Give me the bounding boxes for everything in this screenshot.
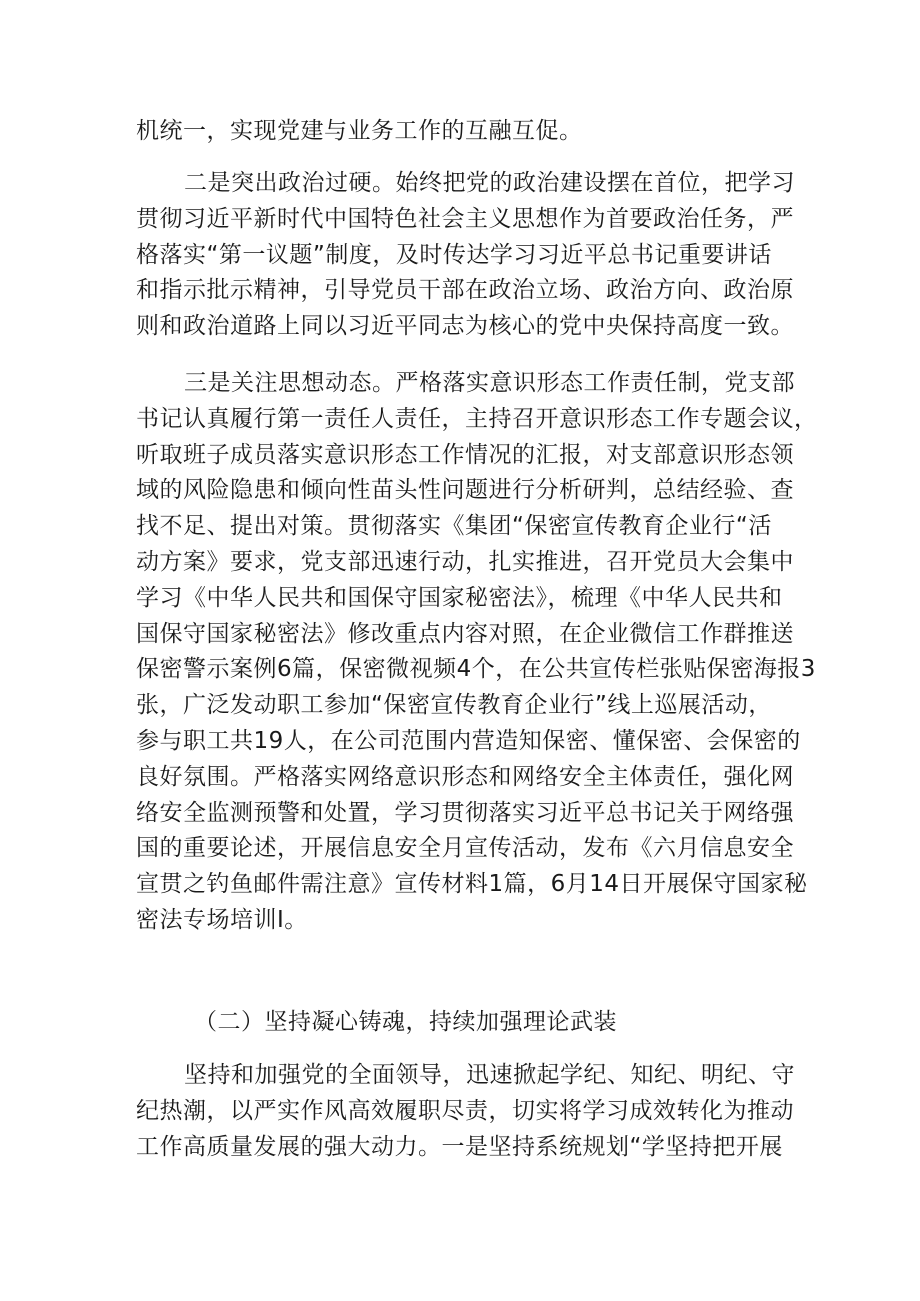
paragraph-ideological-dynamics	[136, 366, 818, 939]
text-line: 域的风险隐患和倾向性苗头性问题进行分析研判，总结经验、查	[136, 477, 794, 504]
text-line: 良好氛围。严格落实网络意识形态和网络安全主体责任，强化网	[136, 763, 794, 790]
text-line: 保密警示案例6篇，保密微视频4个，在公共宣传栏张贴保密海报3	[136, 656, 816, 683]
section-heading	[136, 1005, 796, 1041]
text-line: 机统一，实现党建与业务工作的互融互促。	[136, 118, 583, 144]
text-line: 则和政治道路上同以习近平同志为核心的党中央保持高度一致。	[136, 313, 794, 340]
paragraph-party-leadership	[136, 1058, 796, 1165]
text-line: 格落实“第一议题”制度，及时传达学习习近平总书记重要讲话	[136, 241, 772, 268]
text-line: 书记认真履行第一责任人责任，主持召开意识形态工作专题会议，	[136, 405, 818, 432]
text-line: 纪热潮，以严实作风高效履职尽责，切实将学习成效转化为推动	[136, 1097, 794, 1124]
text-line: 参与职工共19人，在公司范围内营造知保密、懂保密、会保密的	[136, 727, 801, 754]
text-line: 张，广泛发动职工参加“保密宣传教育企业行”线上巡展活动，	[136, 692, 772, 719]
text-line: 坚持和加强党的全面领导，迅速掀起学纪、知纪、明纪、守	[184, 1062, 795, 1088]
text-line: 和指示批示精神，引导党员干部在政治立场、政治方向、政治原	[136, 277, 794, 304]
text-line: 国保守国家秘密法》修改重点内容对照，在企业微信工作群推送	[136, 620, 794, 647]
paragraph-continuation	[136, 114, 796, 150]
heading-text: （二）坚持凝心铸魂，持续加强理论武装	[194, 1009, 617, 1035]
text-line: 工作高质量发展的强大动力。一是坚持系统规划“学坚持把开展	[136, 1133, 783, 1160]
text-line: 学习《中华人民共和国保守国家秘密法》，梳理《中华人民共和	[136, 584, 783, 611]
text-line: 国的重要论述，开展信息安全月宣传活动，发布《六月信息安全	[136, 835, 794, 862]
text-line: 络安全监测预警和处置，学习贯彻落实习近平总书记关于网络强	[136, 799, 794, 826]
text-line: 动方案》要求，党支部迅速行动，扎实推进，召开党员大会集中	[136, 548, 794, 575]
text-line: 密法专场培训I。	[136, 906, 308, 933]
text-line: 找不足、提出对策。贯彻落实《集团“保密宣传教育企业行“活	[136, 513, 772, 540]
paragraph-political-standard	[136, 166, 796, 345]
text-line: 听取班子成员落实意识形态工作情况的汇报，对支部意识形态领	[136, 441, 794, 468]
text-line: 贯彻习近平新时代中国特色社会主义思想作为首要政治任务，严	[136, 205, 794, 232]
text-line: 三是关注思想动态。严格落实意识形态工作责任制，党支部	[184, 370, 795, 396]
text-line: 二是突出政治过硬。始终把党的政治建设摆在首位，把学习	[184, 170, 795, 196]
text-line: 宣贯之钓鱼邮件需注意》宣传材料1篇，6月14日开展保守国家秘	[136, 871, 808, 898]
